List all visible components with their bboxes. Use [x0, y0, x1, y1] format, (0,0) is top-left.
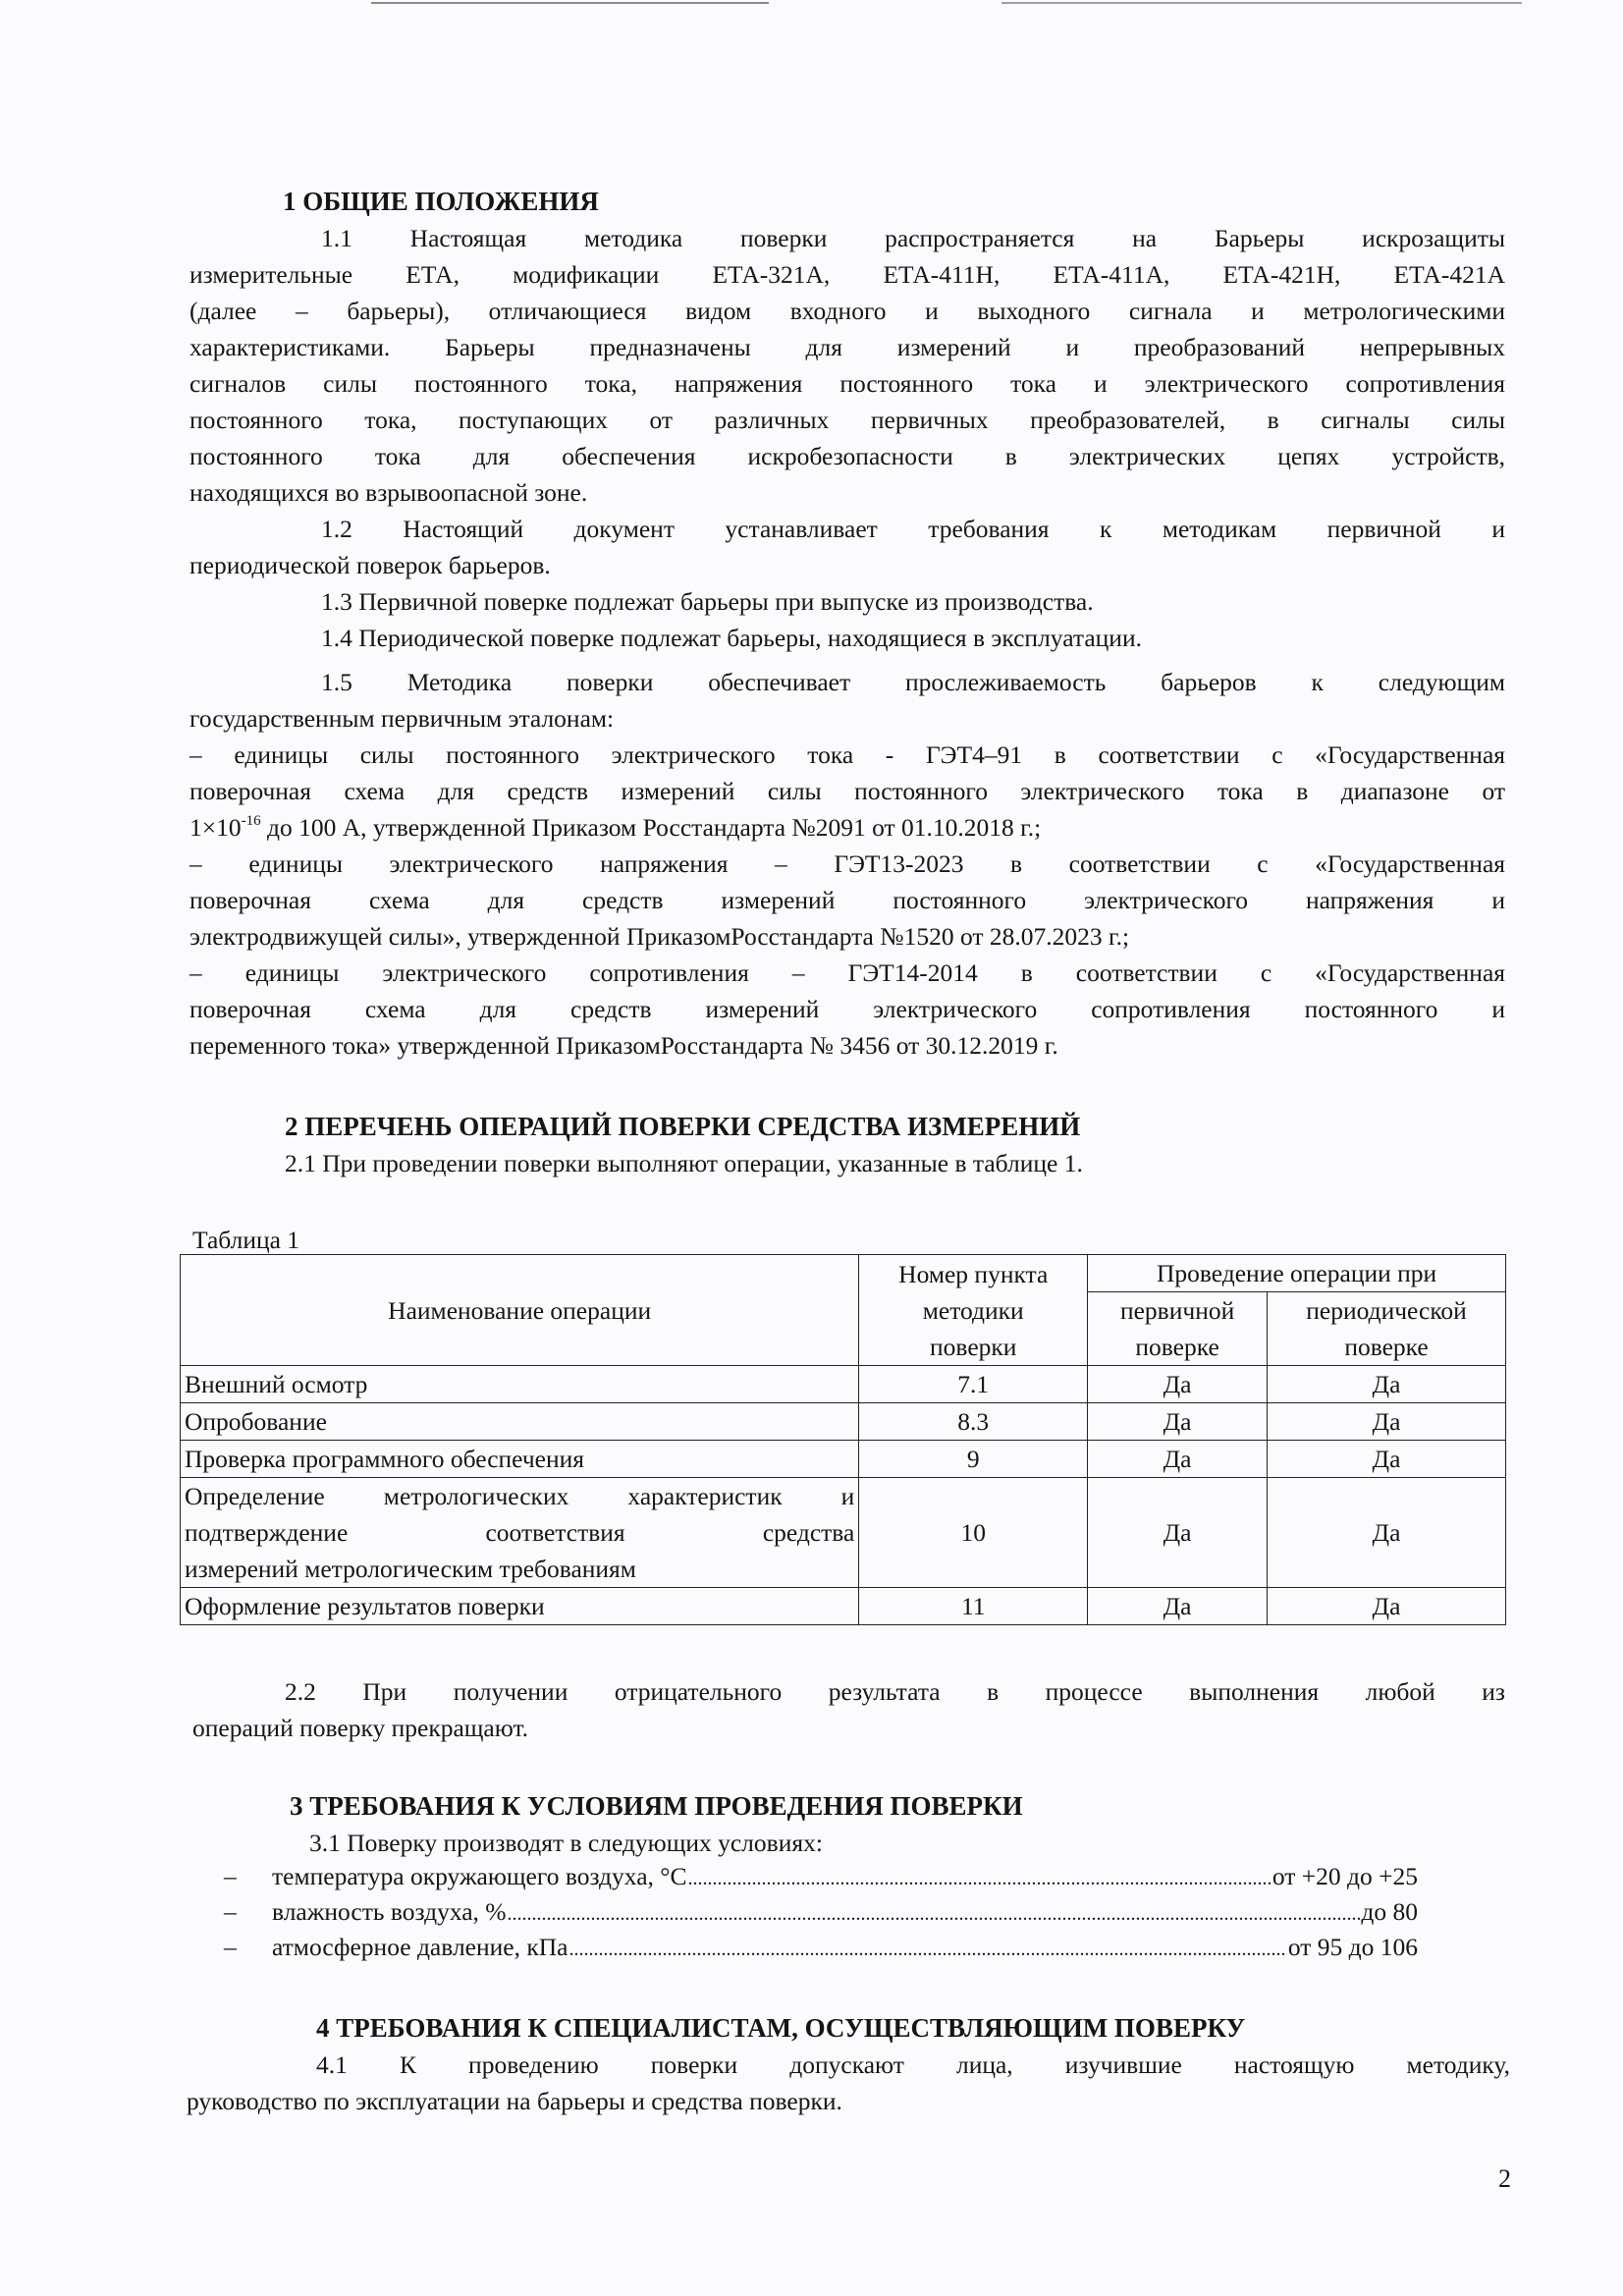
header-primary	[1088, 1292, 1268, 1366]
cell-operation: Проверка программного обеспечения	[181, 1441, 859, 1478]
dash-bullet: –	[224, 1897, 237, 1926]
paragraph-line: 1.3 Первичной поверке подлежат барьеры при выпуске из производства.	[321, 587, 1094, 616]
condition-label: влажность воздуха, %	[272, 1897, 507, 1926]
standard-line: – единицы силы постоянного электрического тока - ГЭТ4–91 в соответствии с «Государственная	[189, 740, 1505, 769]
header-line: методики	[922, 1295, 1024, 1325]
standard-line: переменного тока» утвержденной ПриказомРосстандарта № 3456 от 30.12.2019 г.	[189, 1031, 1058, 1060]
cell-operation: Внешний осмотр	[181, 1366, 859, 1403]
table-row	[181, 1366, 1506, 1403]
table-row	[181, 1588, 1506, 1625]
cell-line: Определение метрологических характеристик и	[185, 1482, 855, 1510]
operations-table	[180, 1254, 1506, 1625]
standard-line: поверочная схема для средств измерений силы постоянного электрического тока в диапазоне от	[189, 777, 1505, 805]
cell-periodic: Да	[1268, 1478, 1506, 1588]
cell-item: 10	[859, 1478, 1088, 1588]
paragraph-line: (далее – барьеры), отличающиеся видом входного и выходного сигнала и метрологическими	[189, 297, 1505, 325]
cell-item: 11	[859, 1588, 1088, 1625]
section-3-heading: 3 ТРЕБОВАНИЯ К УСЛОВИЯМ ПРОВЕДЕНИЯ ПОВЕРКИ	[290, 1791, 1023, 1821]
paragraph-line: периодической поверок барьеров.	[189, 551, 551, 579]
header-line: поверке	[1135, 1333, 1219, 1361]
condition-value: от 95 до 106	[1287, 1933, 1418, 1961]
dash-bullet: –	[224, 1862, 237, 1890]
paragraph-line: сигналов силы постоянного тока, напряжения постоянного тока и электрического сопротивления	[189, 369, 1505, 398]
paragraph-3-1: 3.1 Поверку производят в следующих условиях:	[309, 1829, 823, 1857]
standard-line: поверочная схема для средств измерений электрического сопротивления постоянного и	[189, 995, 1505, 1023]
standard-line: – единицы электрического сопротивления – ГЭТ14-2014 в соответствии с «Государственная	[189, 958, 1505, 987]
standard-line: поверочная схема для средств измерений постоянного электрического напряжения и	[189, 886, 1505, 914]
condition-value: от +20 до +25	[1271, 1862, 1418, 1890]
header-operation-name: Наименование операции	[181, 1255, 859, 1366]
paragraph-line: характеристиками. Барьеры предназначены для измерений и преобразований непрерывных	[189, 333, 1505, 361]
paragraph-line: постоянного тока, поступающих от различных первичных преобразователей, в сигналы силы	[189, 406, 1505, 434]
table-row	[181, 1478, 1506, 1588]
cell-operation: Оформление результатов поверки	[181, 1588, 859, 1625]
condition-label: температура окружающего воздуха, °С	[272, 1862, 687, 1890]
section-2-heading: 2 ПЕРЕЧЕНЬ ОПЕРАЦИЙ ПОВЕРКИ СРЕДСТВА ИЗМЕРЕНИЙ	[285, 1112, 1081, 1141]
cell-operation: Опробование	[181, 1403, 859, 1441]
cell-primary: Да	[1088, 1366, 1268, 1403]
paragraph-line: постоянного тока для обеспечения искробезопасности в электрических цепях устройств,	[189, 442, 1505, 470]
header-line: Номер пункта	[898, 1259, 1049, 1288]
header-item-number	[859, 1255, 1088, 1366]
table-row	[181, 1441, 1506, 1478]
range-base: 1×10	[189, 813, 242, 842]
condition-item	[224, 1894, 1418, 1930]
cell-item: 8.3	[859, 1403, 1088, 1441]
leader-dots	[687, 1859, 1271, 1894]
paragraph-line: 1.5 Методика поверки обеспечивает прослеживаемость барьеров к следующим	[321, 668, 1505, 696]
paragraph-2-2: 2.2 При получении отрицательного результата в процессе выполнения любой из	[285, 1677, 1505, 1706]
paragraph-line: 1.2 Настоящий документ устанавливает требования к методикам первичной и	[321, 515, 1505, 543]
paragraph-line: 1.1 Настоящая методика поверки распространяется на Барьеры искрозащиты	[321, 224, 1505, 252]
table-row	[181, 1403, 1506, 1441]
paragraph-line: находящихся во взрывоопасной зоне.	[189, 478, 588, 507]
page-number: 2	[1498, 2164, 1511, 2193]
paragraph-line: измерительные ЕТА, модификации ЕТА-321А, ЕТА-411Н, ЕТА-411А, ЕТА-421Н, ЕТА-421А	[189, 260, 1505, 289]
cell-primary: Да	[1088, 1403, 1268, 1441]
cell-primary: Да	[1088, 1441, 1268, 1478]
table-caption: Таблица 1	[192, 1226, 300, 1254]
dash-bullet: –	[224, 1933, 237, 1961]
cell-primary: Да	[1088, 1478, 1268, 1588]
header-line: первичной	[1119, 1296, 1235, 1325]
standard-line-rest: до 100 А, утвержденной Приказом Росстандарта №2091 от 01.10.2018 г.;	[267, 813, 1042, 842]
condition-item	[224, 1859, 1418, 1894]
cell-line: измерений метрологическим требованиям	[185, 1555, 636, 1583]
leader-dots	[508, 1894, 1361, 1930]
cell-primary: Да	[1088, 1588, 1268, 1625]
cell-periodic: Да	[1268, 1403, 1506, 1441]
section-4-heading: 4 ТРЕБОВАНИЯ К СПЕЦИАЛИСТАМ, ОСУЩЕСТВЛЯЮЩИМ ПОВЕРКУ	[316, 2013, 1246, 2043]
condition-value: до 80	[1361, 1897, 1418, 1926]
paragraph-2-1: 2.1 При проведении поверки выполняют операции, указанные в таблице 1.	[285, 1149, 1083, 1177]
cell-line: подтверждение соответствия средства	[185, 1518, 855, 1547]
condition-item	[224, 1930, 1418, 1965]
paragraph-4-1: руководство по эксплуатации на барьеры и средства поверки.	[187, 2087, 842, 2115]
header-line: поверке	[1344, 1333, 1429, 1361]
header-periodic	[1268, 1292, 1506, 1366]
cell-periodic: Да	[1268, 1366, 1506, 1403]
paragraph-line: государственным первичным эталонам:	[189, 704, 615, 733]
standard-line: – единицы электрического напряжения – ГЭТ13-2023 в соответствии с «Государственная	[189, 849, 1505, 878]
scan-line-artifact	[1001, 2, 1522, 4]
header-line: периодической	[1306, 1296, 1467, 1325]
paragraph-2-2: операций поверку прекращают.	[192, 1714, 529, 1742]
standard-line: электродвижущей силы», утвержденной ПриказомРосстандарта №1520 от 28.07.2023 г.;	[189, 922, 1130, 951]
scan-line-artifact	[371, 2, 769, 4]
cell-item: 9	[859, 1441, 1088, 1478]
header-line: поверки	[930, 1332, 1017, 1361]
standard-line	[189, 809, 1505, 846]
cell-periodic: Да	[1268, 1588, 1506, 1625]
leader-dots	[568, 1930, 1286, 1965]
cell-operation	[181, 1478, 859, 1588]
paragraph-line: 1.4 Периодической поверке подлежат барьеры, находящиеся в эксплуатации.	[321, 624, 1142, 652]
cell-periodic: Да	[1268, 1441, 1506, 1478]
section-1-heading: 1 ОБЩИЕ ПОЛОЖЕНИЯ	[283, 187, 599, 216]
cell-item: 7.1	[859, 1366, 1088, 1403]
paragraph-4-1: 4.1 К проведению поверки допускают лица, изучившие настоящую методику,	[316, 2050, 1510, 2079]
range-exponent: -16	[241, 813, 261, 829]
condition-label: атмосферное давление, кПа	[272, 1933, 568, 1961]
header-performed-during: Проведение операции при	[1088, 1255, 1506, 1292]
